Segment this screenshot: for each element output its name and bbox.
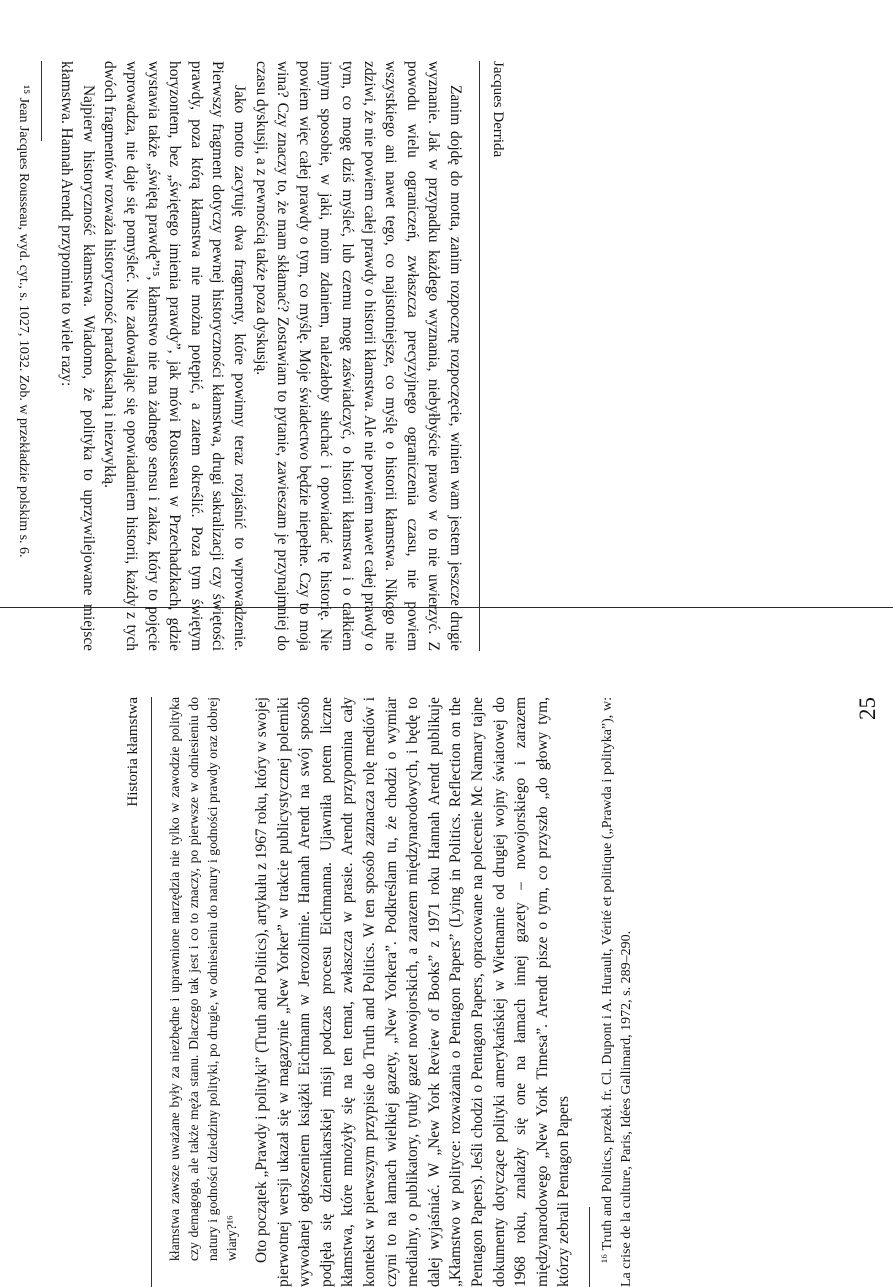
running-head-right: Historia kłamstwa bbox=[125, 697, 141, 807]
paragraph-3: Najpierw historyczność kłamstwa. Wiadomo, że polityka to uprzywilejowane miejsce kłamstwa. Hannah Arendt przypomina to wiele razy: bbox=[58, 61, 97, 651]
right-page bbox=[121, 697, 881, 1287]
header-rule-right bbox=[151, 697, 152, 1287]
paragraph-4: Oto początek „Prawdy i polityki” (Truth and Politics), artykułu z 1967 roku, który w swojej pierwotnej wersji ukazał się w magazynie „New Yorker” w trakcie publicystycznej polemiki wywołanej ogłoszeniem książki Eichmann w Jerozolimie. Hannah Arendt na swój sposób podjęła się dziennikarskiej misji podczas procesu Eichmanna. Ujawniła potem liczne kłamstwa, które mnożyły się na ten temat, zwłaszcza w prasie. Arendt przypomina cały kontekst w pierwszym przypisie do Truth and Politics. W ten sposób zaznacza rolę mediów i czyni to na łamach wielkiej gazety, „New Yorkera”. Podkreślam tu, że chodzi o wymiar medialny, o publikatory, tytuły gazet nowojorskich, a zarazem międzynarodowych, i będę to dalej wyjaśniać. W „New York Review of Books” z 1971 roku Hannah Arendt publikuje „Kłamstwo w polityce: rozważania o Pentagon Papers” (Lying in Politics. Reflection on the Pentagon Papers). Jeśli chodzi o Pentagon Papers, opracowane na polecenie Mc Namary tajne dokumenty dotyczące polityki amerykańskiej w Wietnamie od drugiej wojny światowej do 1968 roku, znalazły się one na łamach innej gazety – nowojorskiego i zarazem międzynarodowego „New York Timesa”. Arendt pisze o tym, co przyszło „do głowy tym, którzy zebrali Pentagon Papers bbox=[253, 697, 573, 1287]
header-rule-left bbox=[479, 61, 480, 651]
paragraph-2: Jako motto zacytuję dwa fragmenty, które powinny teraz rozjaśnić to wprowadzenie. Pierwszy fragment dotyczy pewnej historyczności kłamstwa, drugi sakralizacji czy świętości prawdy, poza którą kłamstwa nie można potępić, a zatem określić. Poza tym świętym horyzontem, bez „świętego imienia prawdy”, jak mówi Rousseau w Przechadzkach, gdzie wystawia także „świętą prawdę”¹⁵, kłamstwo nie ma żadnego sensu i zakaz, który to pojęcie wprowadza, nie daje się pomyśleć. Nie zadowalając się opowiadaniem historii, każdy z tych dwóch fragmentów rozważa historyczność paradoksalną i niezwykłą. bbox=[101, 61, 249, 651]
left-body bbox=[14, 61, 466, 651]
footnote-rule-left bbox=[41, 61, 42, 141]
left-page bbox=[0, 61, 510, 651]
page-number-right: 25 bbox=[855, 697, 880, 720]
paragraph-1: Zanim dojdę do motta, zanim rozpocznę rozpoczęcie, winien wam jestem jeszcze drugie wyznanie. Jak w przypadku każdego wyznania, niebyłbyście prawo w to nie uwierzyć. Z powodu wielu ograniczeń, zwłaszcza precyzyjnego ograniczenia czasu, nie powiem wszystkiego ani nawet tego, co najistotniejsze, co myślę o historii kłamstwa. Nikogo nie zdziwi, że nie powiem całej prawdy o historii kłamstwa. Ale nie powiem nawet całej prawdy o tym, co mogę dziś myśleć, lub czemu mogę zaświadczyć, o historii kłamstwa i o całkiem innym sposobie, w jaki, moim zdaniem, należałoby słuchać i opowiadać tę historię. Nie powiem więc całej prawdy o tym, co myślę. Moje świadectwo będzie niepełne. Czy to moja wina? Czy znaczy to, że mam skłamać? Zostawiam to pytanie, zawieszam je przynajmniej do czasu dyskusji, a z pewnością także poza dyskusją. bbox=[252, 61, 464, 651]
block-quote: kłamstwa zawsze uważane były za niezbędne i uprawnione narzędzia nie tylko w zawodzie polityka czy demagoga, ale także męża stanu. Dlaczego tak jest i co to znaczy, po pierwsze w odniesieniu do natury i godności dziedziny polityki, po drugie, w odniesieniu do natury i godności prawdy oraz dobrej wiary?¹⁶ bbox=[167, 697, 239, 1261]
footnote-rule-right bbox=[589, 1207, 590, 1287]
footnote-15: ¹⁵ Jean Jacques Rousseau, wyd. cyt., s. 1027, 1032. Zob. w przekładzie polskim s. 6. bbox=[15, 85, 31, 558]
footnote-16: ¹⁶ Truth and Politics, przekł. fr. Cl. Dupont i A. Hurault, Vérité et politique („Prawda i polityka”), w: La crise de la culture, Paris, Idées Gallimard, 1972, s. 289–290. bbox=[599, 697, 634, 1287]
right-body bbox=[165, 697, 636, 1287]
running-head-left: Jacques Derrida bbox=[490, 61, 506, 158]
